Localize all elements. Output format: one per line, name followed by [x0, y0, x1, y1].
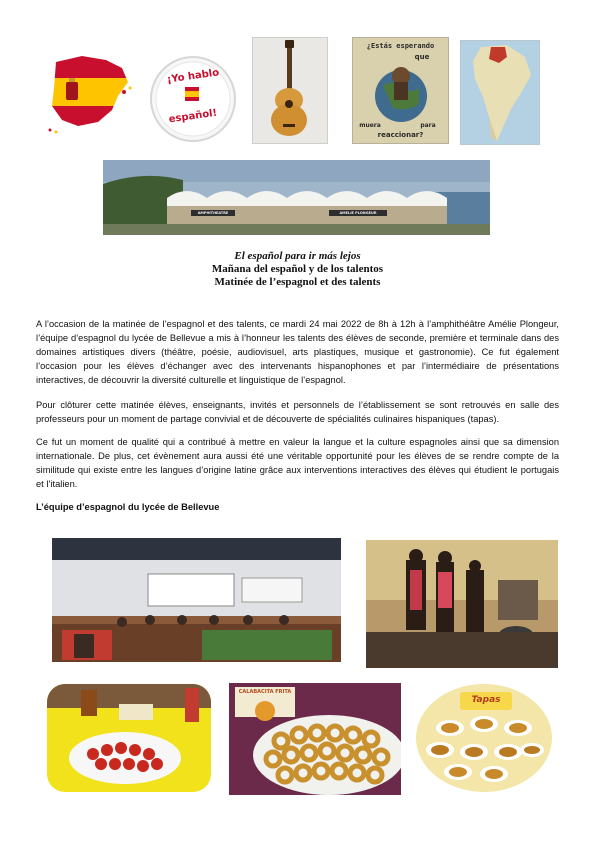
paragraph-1: A l’occasion de la matinée de l’espagnol et des talents, ce mardi 24 mai 2022 de 8h à 12h à l’amphithéâtre Amélie Plongeur, l’équipe d’espagnol du lycée de Bellevue a mis à l’honneur les talents des élèves de seconde, première et terminale dans des domaines artistiques divers (théâtre, poésie, audiovisuel, arts plastiques, musique et gastronomie). Ce fut également l’occasion pour les élèves d’échanger avec des intervenants hispanophones et par l’intermédiaire de présentations interactives, de découvrir la diversité culturelle et linguistique de l’espagnol.: [36, 319, 559, 385]
signature: L’équipe d’espagnol du lycée de Bellevue: [36, 502, 220, 512]
heading-line-3: Matinée de l’espagnol et des talents: [214, 276, 381, 288]
paragraph-3: Ce fut un moment de qualité qui a contribué à mettre en valeur la langue et la culture espagnoles ainsi que sa dimension internationale. De plus, cet évènement aura aussi été une véritable opportunité pour les élèves de se rendre compte de la similitude qui existe entre les langues d’origine latine grâce aux interventions interactives des élèves qui étudient le portugais et l’italien.: [36, 437, 559, 489]
sign-line-3: muera: [359, 122, 381, 129]
yo-hablo-espanol-badge: [147, 55, 239, 143]
guitar-photo: [252, 37, 328, 144]
heading-line-2: Mañana del español y de los talentos: [211, 263, 384, 275]
spain-map-image: [42, 48, 136, 136]
south-america-map: [460, 40, 540, 145]
calabacita-frita-photo: [229, 683, 401, 795]
amphitheatre-banner-photo: [103, 160, 490, 235]
conference-room-photo: [52, 538, 341, 662]
badge-text-bottom: español!: [168, 107, 218, 126]
tapas-sign: Tapas: [471, 695, 501, 705]
tomato-tapas-photo: [47, 684, 211, 792]
badge-text-top: ¡Yo hablo: [166, 67, 220, 86]
protest-sign-photo: [352, 37, 449, 144]
tapas-bowls-photo: [416, 684, 552, 792]
calabacita-sign: CALABACITA FRITA: [238, 689, 292, 695]
page-heading: [0, 250, 595, 289]
paragraph-2: Pour clôturer cette matinée élèves, enseignants, invités et personnels de l’établissement se sont retrouvés en salle des professeurs pour un moment de partage convivial et de découverte de spécialités culinaires hispaniques (tapas).: [36, 400, 559, 424]
building-sign-left: AMPHITHEATRE: [197, 211, 229, 215]
musicians-photo: [366, 540, 558, 668]
sign-line-2: que: [414, 53, 430, 61]
building-sign-right: AMELIE PLONGEUR: [339, 211, 377, 215]
sign-line-5: reaccionar?: [377, 131, 424, 139]
heading-line-1: El español para ir más lejos: [234, 250, 361, 262]
sign-line-1: ¿Estás esperando: [366, 42, 435, 50]
sign-line-4: para: [420, 122, 436, 129]
